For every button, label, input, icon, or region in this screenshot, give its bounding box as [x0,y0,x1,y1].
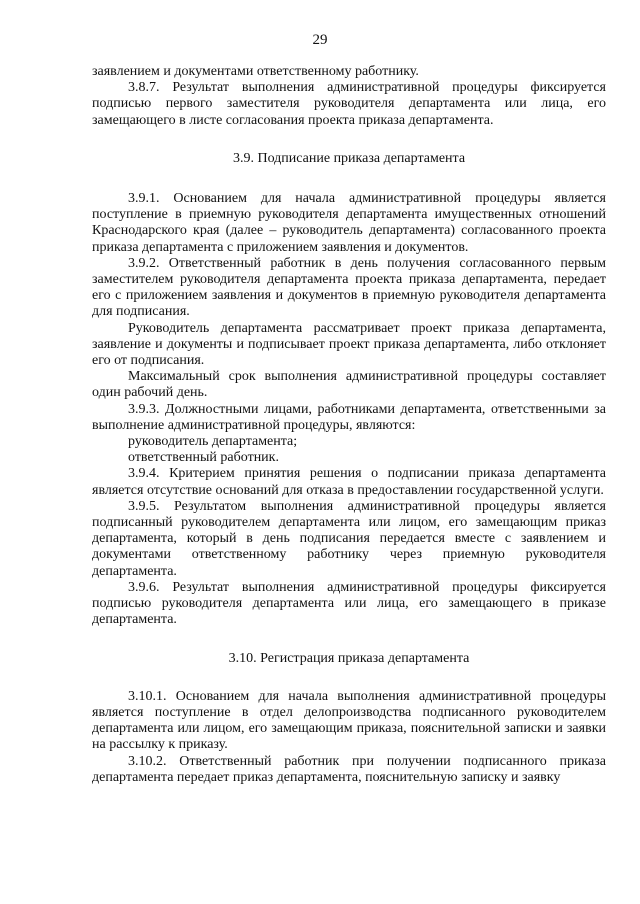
paragraph-3-9-5: 3.9.5. Результатом выполнения административной процедуры является подписанный руководителем департамента или лицом, его замещающим приказ департамента, который в день подписания передается вместе с заявлением и документами ответственному работнику через приемную руководителя департамента. [92,498,606,579]
paragraph-3-9-3: 3.9.3. Должностными лицами, работниками департамента, ответственными за выполнение административной процедуры, являются: [92,401,606,433]
list-item-worker: ответственный работник. [128,450,279,466]
section-heading-3-10: 3.10. Регистрация приказа департамента [228,650,470,666]
section-heading-3-9: 3.9. Подписание приказа департамента [232,150,466,166]
paragraph-3-9-1: 3.9.1. Основанием для начала административной процедуры является поступление в приемную руководителя департамента имущественных отношений Краснодарского края (далее – руководитель департамента) согласованного проекта приказа департамента с приложением заявления и документов. [92,191,606,255]
paragraph-3-9-6: 3.9.6. Результат выполнения административной процедуры фиксируется подписью руководителя департамента или лица, его замещающего в приказе департамента. [92,579,606,628]
paragraph-3-9-4: 3.9.4. Критерием принятия решения о подписании приказа департамента является отсутствие оснований для отказа в предоставлении государственной услуги. [92,466,606,498]
page-number: 29 [312,32,328,48]
paragraph-3-9-2-review: Руководитель департамента рассматривает проект приказа департамента, заявление и документы и подписывает проект приказа департамента, либо отклоняет его от подписания. [92,320,606,369]
paragraph-3-9-2-deadline: Максимальный срок выполнения административной процедуры составляет один рабочий день. [92,369,606,401]
paragraph-3-8-7: 3.8.7. Результат выполнения административной процедуры фиксируется подписью первого заместителя руководителя департамента или лица, его замещающего в листе согласования проекта приказа департамента. [92,80,606,128]
paragraph-3-10-2: 3.10.2. Ответственный работник при получении подписанного приказа департамента передает приказ департамента, пояснительную записку и заявку [92,753,606,785]
document-body [92,64,606,786]
paragraph-3-10-1: 3.10.1. Основанием для начала выполнения административной процедуры является поступление в отдел делопроизводства подписанного руководителем департамента или лицом, его замещающим приказа, пояснительной записки и заявки на рассылку к приказу. [92,688,606,753]
paragraph-3-9-2: 3.9.2. Ответственный работник в день получения согласованного первым заместителем руководителя департамента проекта приказа департамента, передает его с приложением заявления и документов в приемную руководителя департамента для подписания. [92,255,606,320]
list-item-head: руководитель департамента; [128,434,298,450]
paragraph-continuation: заявлением и документами ответственному работнику. [92,64,419,79]
